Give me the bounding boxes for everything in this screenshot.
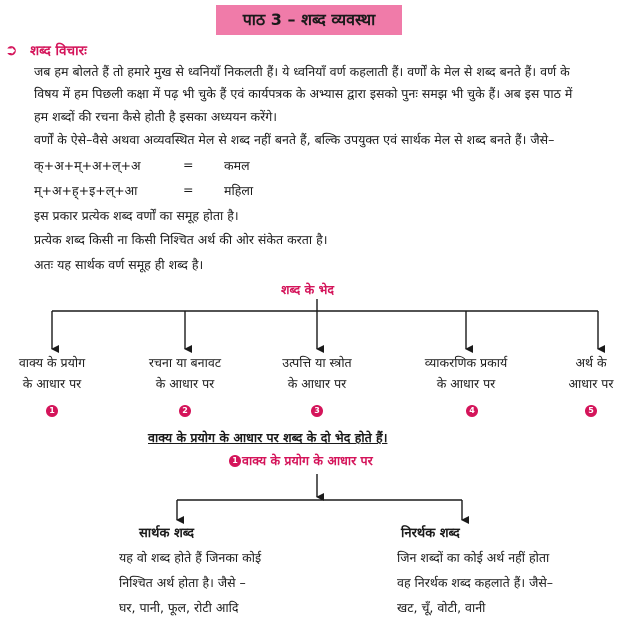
number-badge: 5 (585, 405, 597, 417)
branch-1 (2, 352, 102, 394)
meaningless-line: खट, चूँ, वोटी, वानी (397, 600, 486, 615)
branch-label: व्याकरणिक प्रकार्य (424, 355, 508, 370)
meaningful-line: निश्चित अर्थ होता है। जैसे – (119, 575, 246, 590)
number-badge: 4 (466, 405, 478, 417)
branch-label: के आधार पर (22, 376, 82, 391)
number-badge: 3 (311, 405, 323, 417)
meaningless-words-heading: निरर्थक शब्द (401, 526, 460, 541)
page-title: पाठ 3 – शब्द व्यवस्था (216, 5, 402, 35)
paragraph-line: विषय में हम पिछली कक्षा में पढ़ भी चुके हैं एवं कार्यपत्रक के अभ्यास द्वारा इसको पुनः समझ भी चुके हैं। अब इस पाठ में (34, 86, 573, 101)
paragraph-line: जब हम बोलते हैं तो हमारे मुख से ध्वनियाँ निकलती हैं। ये ध्वनियाँ वर्ण कहलाती हैं। वर्णों के मेल से शब्द बनते हैं। वर्ण के (34, 64, 570, 79)
meaningful-words-heading: सार्थक शब्द (139, 526, 195, 541)
paragraph-line: इस प्रकार प्रत्येक शब्द वर्णों का समूह होता है। (34, 208, 239, 223)
branch-label: अर्थ के (575, 355, 607, 370)
section-heading: शब्द विचारः (30, 43, 87, 59)
curved-arrow-icon: ➲ (5, 41, 18, 59)
meaningless-line: जिन शब्दों का कोई अर्थ नहीं होता (397, 550, 550, 565)
branch-4 (406, 352, 526, 394)
paragraph-line: प्रत्येक शब्द किसी ना किसी निश्चित अर्थ की ओर संकेत करता है। (34, 232, 328, 247)
branch-label: वाक्य के प्रयोग (18, 355, 86, 370)
number-badge: 2 (179, 405, 191, 417)
tree-title: शब्द के भेद (281, 282, 335, 297)
branch-label: के आधार पर (155, 376, 215, 391)
meaningless-line: वह निरर्थक शब्द कहलाते हैं। जैसे– (397, 575, 554, 590)
branch-label: उत्पत्ति या स्त्रोत (282, 355, 352, 370)
number-badge: 1 (46, 405, 58, 417)
sub-title: वाक्य के प्रयोग के आधार पर (242, 453, 373, 468)
example-word: महिला (224, 183, 254, 198)
example-letters: म्+अ+ह्+इ+ल्+आ (34, 183, 138, 198)
branch-3 (260, 352, 374, 394)
example-equals: = (183, 182, 194, 197)
paragraph-line: वर्णों के ऐसे–वैसे अथवा अव्यवस्थित मेल से शब्द नहीं बनते हैं, बल्कि उपयुक्त एवं सार्थक मेल से शब्द बनते हैं। जैसे– (34, 132, 555, 147)
branch-2 (125, 352, 245, 394)
number-badge: 1 (229, 455, 241, 467)
branch-5 (558, 352, 624, 394)
example-equals: = (183, 157, 194, 172)
meaningful-line: घर, पानी, फूल, रोटी आदि (119, 600, 239, 615)
statement: वाक्य के प्रयोग के आधार पर शब्द के दो भेद होते हैं। (148, 430, 388, 445)
paragraph-line: हम शब्दों की रचना कैसे होती है इसका अध्ययन करेंगे। (34, 109, 277, 124)
meaningful-line: यह वो शब्द होते हैं जिनका कोई (119, 550, 262, 565)
paragraph-line: अतः यह सार्थक वर्ण समूह ही शब्द है। (34, 257, 204, 272)
branch-label: रचना या बनावट (148, 355, 222, 370)
branch-label: के आधार पर (287, 376, 347, 391)
example-letters: क्+अ+म्+अ+ल्+अ (34, 158, 141, 173)
branch-label: आधार पर (568, 376, 614, 391)
example-word: कमल (224, 158, 250, 173)
branch-label: के आधार पर (436, 376, 496, 391)
